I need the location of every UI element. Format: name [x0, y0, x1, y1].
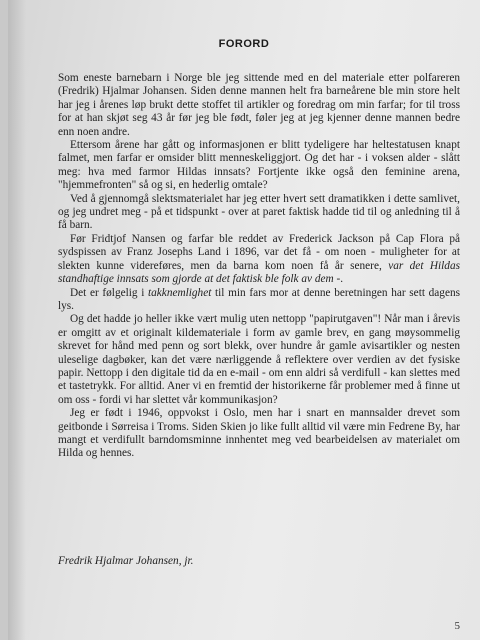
text-run: Som eneste barnebarn i Norge ble jeg sittende med en del materiale etter polfareren (Fredrik) Hjalmar Johansen. Siden denne mannen helt fra barneårene ble min store helt har jeg i årenes løp brukt dette stoffet til artikler og foredrag om min farfar; for til tross for at han skjøt seg 43 år før jeg ble født, føler jeg at jeg kjenner denne mannen bedre enn noen andre. — [58, 72, 460, 138]
text-run: Jeg er født i 1946, oppvokst i Oslo, men har i snart en mannsalder drevet som geitbonde i Sørreisa i Troms. Siden Skien jo like fullt alltid vil være min Fedrene By, har mangt et verdifullt barndomsminne innhentet meg ved bearbeidelsen av materialet om Hilda og hennes. — [58, 407, 460, 460]
paragraph — [58, 313, 460, 407]
paragraph — [58, 139, 460, 193]
signature: Fredrik Hjalmar Johansen, jr. — [58, 555, 194, 567]
paragraph — [58, 287, 460, 314]
paragraph — [58, 407, 460, 461]
text-run: til min fars mor at denne beretningen har sett dagens lys. — [58, 286, 460, 312]
page-title: FORORD — [218, 38, 270, 50]
text-run: Ettersom årene har gått og informasjonen er blitt tydeligere har heltestatusen knapt falmet, men farfar er omsider blitt menneskeliggjort. Og det har - i voksen alder - slått meg: hva med farmor Hildas innsats? Fortjente ikke også den feminine arena, "hjemmefronten" så og si, en hederlig omtale? — [58, 139, 460, 192]
body-text — [58, 72, 460, 461]
text-run: Det er følgelig i — [70, 286, 148, 299]
emphasis-text: takknemlighet — [148, 286, 212, 299]
book-page — [8, 0, 480, 640]
binding-shadow — [8, 0, 26, 640]
paragraph — [58, 233, 460, 287]
paragraph — [58, 193, 460, 233]
page-number: 5 — [454, 620, 460, 632]
text-run: Og det hadde jo heller ikke vært mulig uten nettopp "papirutgaven"! Når man i årevis er omgitt av et originalt kildemateriale i form av gamle brev, en gang møysommelig skrevet for hånd med penn og sort blekk, over hundre år gamle avisartikler og nesten uleselige dagbøker, kan det være nærliggende å reflektere over verdien av det fysiske papir. Nettopp i den digitale tid da en e-mail - om enn aldri så verdifull - kan slettes med et tastetrykk. For alltid. Aner vi en fremtid der historikerne får problemer med å finne ut om oss - fordi vi har slettet vår kommunikasjon? — [58, 313, 460, 406]
text-run: -. — [333, 273, 344, 286]
emphasis-text: var det Hildas standhaftige innsats som gjorde at det faktisk ble folk av dem — [58, 259, 460, 286]
paragraph — [58, 72, 460, 139]
text-run: Ved å gjennomgå slektsmaterialet har jeg etter hvert sett dramatikken i dette samlivet, og jeg undret meg - på et tidspunkt - over at paret faktisk hadde tid til og anledning til å få barn. — [58, 192, 460, 232]
text-run: Før Fridtjof Nansen og farfar ble reddet av Frederick Jackson på Cap Flora på sydspissen av Franz Josephs Land i 1896, var det få - om noen - muligheter for at slekten kunne videreføres, men da barna kom noen få år senere, — [58, 232, 460, 272]
